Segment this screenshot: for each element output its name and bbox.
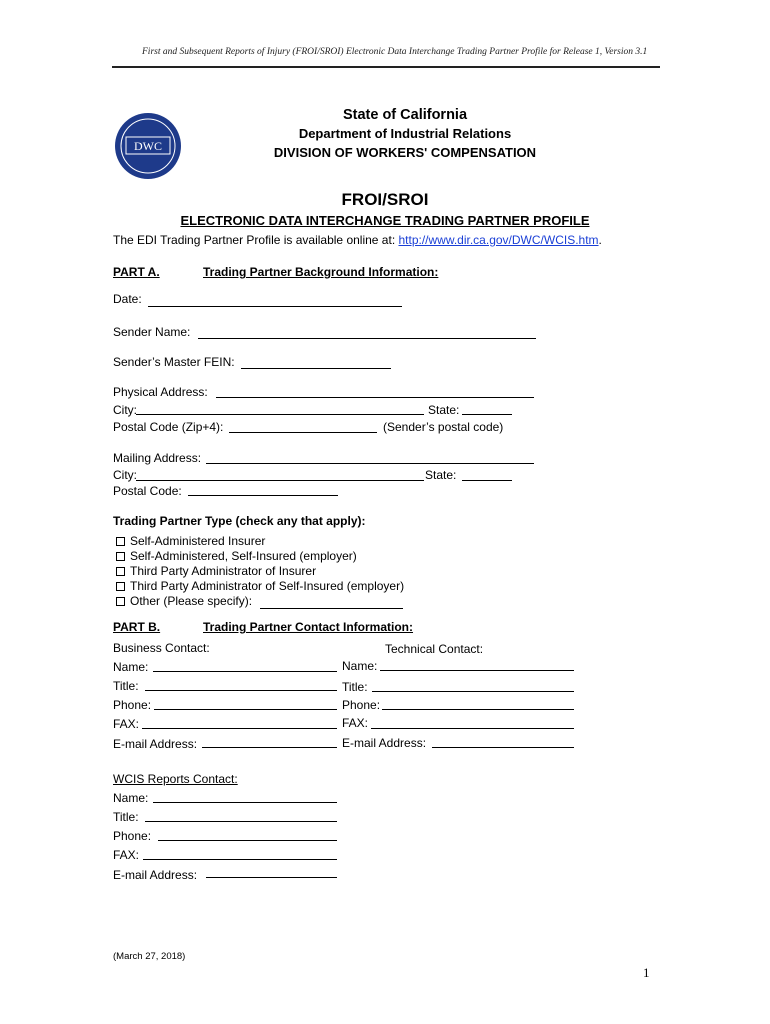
city-field[interactable] [136, 414, 424, 415]
technical-title-field[interactable] [372, 691, 574, 692]
business-phone-label: Phone: [113, 698, 152, 712]
master-fein-label: Sender’s Master FEIN: [113, 355, 235, 369]
part-a-label: PART A. [113, 265, 160, 279]
part-b-title: Trading Partner Contact Information: [203, 620, 414, 634]
option-label: Other (Please specify): [130, 594, 253, 608]
postal-code-zip4-field[interactable] [229, 432, 377, 433]
state-label: State: [428, 403, 460, 417]
sender-name-label: Sender Name: [113, 325, 191, 339]
part-a-title: Trading Partner Background Information: [203, 265, 439, 279]
wcis-email-label: E-mail Address: [113, 868, 198, 882]
business-name-field[interactable] [153, 671, 337, 672]
document-title: FROI/SROI [341, 190, 429, 209]
part-b-label: PART B. [113, 620, 161, 634]
technical-email-field[interactable] [432, 747, 574, 748]
option-label: Third Party Administrator of Self-Insured (employer) [130, 579, 405, 593]
running-header: First and Subsequent Reports of Injury (FROI/SROI) Electronic Data Interchange Trading Partner Profile for Release 1, Version 3.1 [142, 47, 648, 57]
wcis-title-field[interactable] [145, 821, 337, 822]
dwc-seal-logo [114, 112, 182, 180]
master-fein-field[interactable] [241, 368, 391, 369]
seal-text: DWC [134, 139, 162, 153]
wcis-contact-heading: WCIS Reports Contact: [113, 772, 238, 786]
wcis-phone-field[interactable] [158, 840, 337, 841]
physical-address-field[interactable] [216, 397, 534, 398]
technical-title-label: Title: [342, 680, 368, 694]
checkbox-other[interactable] [116, 597, 125, 606]
checkbox-self-administered-insurer[interactable] [116, 537, 125, 546]
page-number: 1 [643, 965, 650, 980]
date-label: Date: [113, 292, 142, 306]
mailing-address-field[interactable] [206, 463, 534, 464]
wcis-fax-field[interactable] [143, 859, 337, 860]
checkbox-tpa-self-insured[interactable] [116, 582, 125, 591]
date-field[interactable] [148, 306, 402, 307]
state-field-mailing[interactable] [462, 480, 512, 481]
availability-note: The EDI Trading Partner Profile is available online at: http://www.dir.ca.gov/DWC/WCIS.htm. [113, 233, 602, 247]
postal-code-label: Postal Code: [113, 484, 182, 498]
technical-fax-field[interactable] [371, 728, 574, 729]
city-label-mailing: City: [113, 468, 137, 482]
wcis-name-label: Name: [113, 791, 149, 805]
city-label: City: [113, 403, 137, 417]
technical-email-label: E-mail Address: [342, 736, 427, 750]
physical-address-label: Physical Address: [113, 385, 208, 399]
other-specify-field[interactable] [260, 608, 403, 609]
wcis-name-field[interactable] [153, 802, 337, 803]
agency-department: Department of Industrial Relations [298, 126, 512, 141]
technical-phone-label: Phone: [342, 698, 381, 712]
technical-fax-label: FAX: [342, 716, 369, 730]
business-name-label: Name: [113, 660, 149, 674]
state-field[interactable] [462, 414, 512, 415]
header-rule [112, 66, 660, 68]
checkbox-tpa-insurer[interactable] [116, 567, 125, 576]
option-label: Self-Administered Insurer [130, 534, 266, 548]
business-contact-heading: Business Contact: [113, 641, 210, 655]
technical-name-field[interactable] [380, 670, 574, 671]
business-fax-label: FAX: [113, 717, 140, 731]
technical-name-label: Name: [342, 659, 378, 673]
sender-name-field[interactable] [198, 338, 536, 339]
agency-division: DIVISION OF WORKERS' COMPENSATION [273, 145, 537, 160]
wcis-link[interactable]: http://www.dir.ca.gov/DWC/WCIS.htm [398, 233, 599, 247]
postal-code-zip4-label: Postal Code (Zip+4): [113, 420, 224, 434]
business-title-label: Title: [113, 679, 139, 693]
option-label: Self-Administered, Self-Insured (employer) [130, 549, 357, 563]
postal-code-note: (Sender’s postal code) [383, 420, 504, 434]
state-label-mailing: State: [425, 468, 457, 482]
wcis-phone-label: Phone: [113, 829, 152, 843]
technical-phone-field[interactable] [382, 709, 574, 710]
business-phone-field[interactable] [154, 709, 337, 710]
revision-date: (March 27, 2018) [113, 951, 186, 962]
wcis-title-label: Title: [113, 810, 139, 824]
option-label: Third Party Administrator of Insurer [130, 564, 317, 578]
availability-text: The EDI Trading Partner Profile is available online at: [113, 233, 399, 247]
agency-state: State of California [342, 107, 468, 123]
postal-code-field[interactable] [188, 495, 338, 496]
document-subtitle: ELECTRONIC DATA INTERCHANGE TRADING PARTNER PROFILE [180, 213, 590, 228]
wcis-email-field[interactable] [206, 877, 337, 878]
wcis-fax-label: FAX: [113, 848, 140, 862]
business-email-label: E-mail Address: [113, 737, 198, 751]
business-email-field[interactable] [202, 747, 337, 748]
mailing-address-label: Mailing Address: [113, 451, 202, 465]
business-fax-field[interactable] [142, 728, 337, 729]
partner-type-heading: Trading Partner Type (check any that apply): [113, 514, 366, 528]
technical-contact-heading: Technical Contact: [385, 642, 484, 656]
checkbox-self-administered-self-insured[interactable] [116, 552, 125, 561]
business-title-field[interactable] [145, 690, 337, 691]
city-field-mailing[interactable] [136, 480, 424, 481]
